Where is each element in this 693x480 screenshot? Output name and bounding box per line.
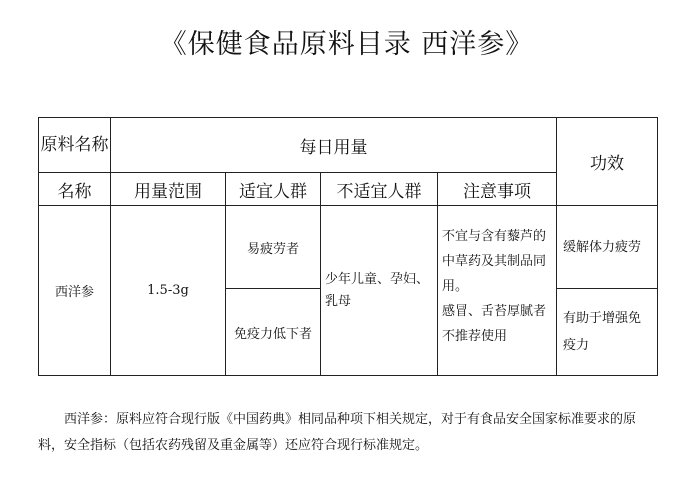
row-suitable-2: 免疫力低下者: [226, 289, 321, 376]
row-unsuitable: 少年儿童、孕妇、乳母: [321, 206, 438, 376]
raw-material-table: [38, 117, 658, 376]
header-unsuitable-population: 不适宜人群: [321, 173, 438, 206]
row-name: 西洋参: [39, 206, 111, 376]
row-function-1: 缓解体力疲劳: [557, 206, 658, 289]
header-dosage-range: 用量范围: [111, 173, 226, 206]
header-precautions: 注意事项: [438, 173, 557, 206]
row-precautions: [438, 206, 557, 376]
header-daily-dosage: 每日用量: [111, 118, 557, 173]
row-suitable-1: 易疲劳者: [226, 206, 321, 289]
header-raw-material-name: 原料名称: [39, 118, 111, 173]
footnote: 西洋参：原料应符合现行版《中国药典》相同品种项下相关规定，对于有食品安全国家标准要求的原料，安全指标（包括农药残留及重金属等）还应符合现行标准规定。: [38, 412, 637, 453]
document-title: 《保健食品原料目录 西洋参》: [159, 29, 534, 60]
row-dosage-range: 1.5-3g: [111, 206, 226, 376]
header-name: 名称: [39, 173, 111, 206]
header-function: 功效: [557, 118, 658, 206]
precaution-1: 不宜与含有藜芦的中草药及其制品同用。: [442, 229, 547, 294]
header-suitable-population: 适宜人群: [226, 173, 321, 206]
precaution-2: 感冒、舌苔厚腻者不推荐使用: [442, 304, 547, 344]
row-function-2: 有助于增强免疫力: [557, 289, 658, 376]
